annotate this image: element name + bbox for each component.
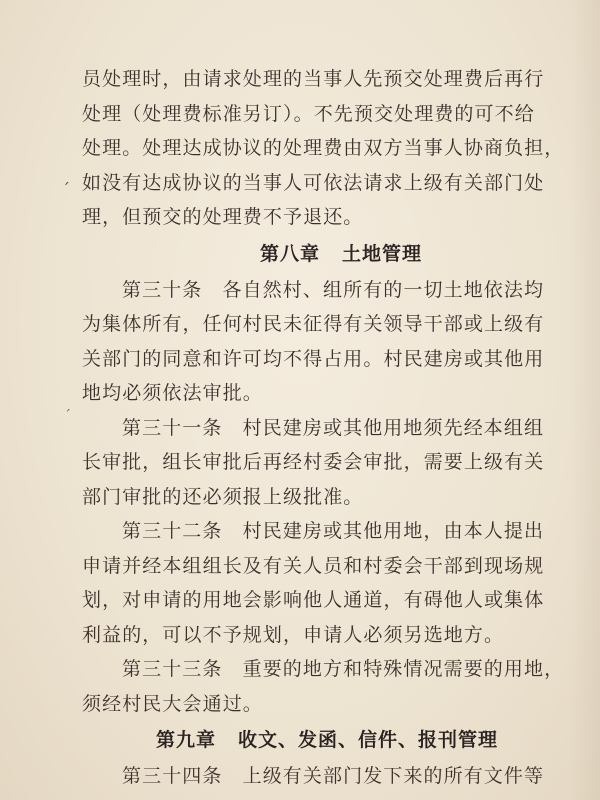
text-line: 员处理时，由请求处理的当事人先预交处理费后再行 [82, 68, 545, 90]
article-30 [82, 273, 552, 411]
chapter-8-heading [82, 235, 552, 273]
text-line: 处理。处理达成协议的处理费由双方当事人协商负担， [82, 137, 565, 159]
text-line: 申请并经本组组长及有关人员和村委会干部到现场规 [82, 554, 545, 577]
text-line: 部门审批的还必须报上级批准。 [82, 485, 364, 508]
text-line: 处理（处理费标准另订）。不先预交处理费的可不给 [82, 102, 535, 125]
chapter-9-title: 收文、发函、信件、报刊管理 [238, 729, 499, 751]
text-line: 第三十四条 上级有关部门发下来的所有文件等 [122, 765, 545, 787]
text-line: 为集体所有，任何村民未征得有关领导干部或上级有 [82, 313, 545, 335]
chapter-8-title: 土地管理 [342, 242, 423, 265]
text-line: 第三十条 各自然村、组所有的一切土地依法均 [122, 278, 545, 301]
margin-mark: ˊ [64, 408, 71, 424]
text-line: 地均必须依法审批。 [82, 382, 263, 404]
article-34 [82, 759, 552, 794]
text-line: 划，对申请的用地会影响他人通道，有碍他人或集体 [82, 589, 545, 611]
article-31 [82, 411, 552, 515]
paragraph-intro [82, 62, 565, 235]
text-line: 关部门的同意和许可均不得占用。村民建房或其他用 [82, 347, 545, 370]
text-line: 利益的，可以不予规划，申请人必须另选地方。 [82, 623, 505, 646]
chapter-9-heading [82, 721, 552, 759]
document-body [82, 62, 565, 794]
page-edge-shadow [570, 0, 600, 800]
article-33 [82, 652, 565, 721]
text-line: 如没有达成协议的当事人可依法请求上级有关部门处 [82, 171, 545, 194]
text-line: 长审批，组长审批后再经村委会审批，需要上级有关 [82, 451, 545, 473]
chapter-9-number: 第九章 [156, 729, 217, 751]
text-line: 理，但预交的处理费不予退还。 [82, 206, 364, 228]
chapter-8-number: 第八章 [260, 242, 321, 265]
article-32 [82, 514, 552, 652]
text-line: 第三十一条 村民建房或其他用地须先经本组组 [122, 416, 545, 439]
margin-mark: ˊ [62, 180, 70, 199]
text-line: 第三十三条 重要的地方和特殊情况需要的用地， [122, 658, 565, 680]
text-line: 第三十二条 村民建房或其他用地，由本人提出 [122, 520, 545, 542]
text-line: 须经村民大会通过。 [82, 692, 263, 715]
